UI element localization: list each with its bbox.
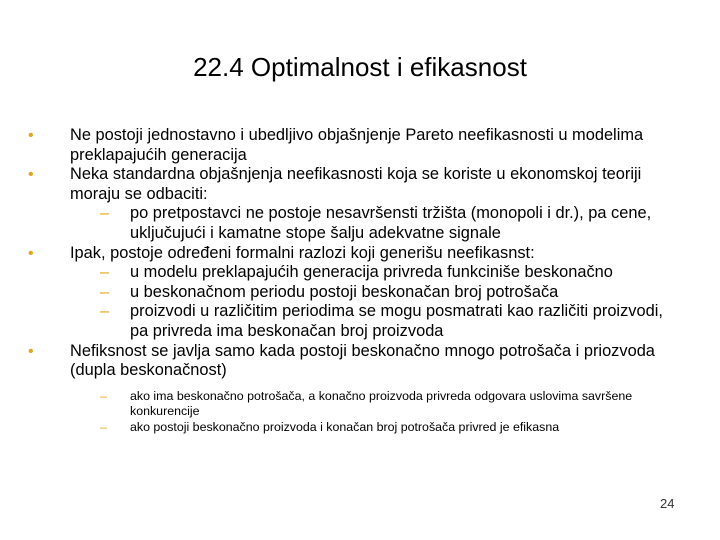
sub-bullet-item: [28, 302, 678, 341]
spacer: [28, 381, 678, 389]
sub-bullet-item: [28, 283, 678, 303]
sub-bullet-text: proizvodi u različitim periodima se mogu posmatrati kao različiti proizvodi, pa privreda ima beskonačan broj proizvoda: [130, 302, 663, 340]
bullet-icon: •: [28, 166, 34, 184]
bullet-item: [28, 165, 678, 204]
bullet-text: Ne postoji jednostavno i ubedljivo objašnjenje Pareto neefikasnosti u modelima preklapajućih generacija: [70, 126, 644, 164]
bullet-item: [28, 244, 678, 264]
bullet-item: [28, 342, 678, 381]
dash-icon: –: [100, 282, 110, 301]
sub-bullet-text: u modelu preklapajućih generacija privreda funkciniše beskonačno: [130, 263, 613, 282]
small-sub-bullet-text: ako postoji beskonačno proizvoda i konačan broj potrošača privred je efikasna: [130, 419, 560, 434]
dash-icon: –: [100, 388, 107, 403]
sub-bullet-text: po pretpostavci ne postoje nesavršensti tržišta (monopoli i dr.), pa cene, uključujući i kamatne stope šalju adekvatne signale: [130, 204, 652, 242]
dash-icon: –: [100, 204, 110, 223]
sub-bullet-item: [28, 263, 678, 283]
bullet-item: [28, 126, 678, 165]
bullet-icon: •: [28, 342, 34, 360]
bullet-text: Neka standardna objašnjenja neefikasnosti koja se koriste u ekonomskoj teoriji moraju se odbaciti:: [70, 165, 642, 203]
slide-title: 22.4 Optimalnost i efikasnost: [193, 52, 527, 82]
small-sub-bullet-text: ako ima beskonačno potrošača, a konačno proizvoda privreda odgovara uslovima savršene konkurencije: [130, 388, 633, 419]
sub-bullet-item: [28, 204, 678, 243]
small-sub-bullet-item: [28, 389, 678, 420]
dash-icon: –: [100, 263, 110, 282]
bullet-text: Ipak, postoje određeni formalni razlozi koji generišu neefikasnst:: [70, 243, 535, 262]
dash-icon: –: [100, 302, 110, 321]
page-number: 24: [660, 496, 675, 511]
slide-content: [28, 126, 678, 436]
bullet-text: Nefiksnost se javlja samo kada postoji beskonačno mnogo potrošača i priozvoda (dupla beskonačnost): [70, 341, 655, 380]
bullet-icon: •: [28, 244, 34, 262]
bullet-icon: •: [28, 127, 34, 144]
small-sub-bullet-item: [28, 420, 678, 436]
dash-icon: –: [100, 419, 107, 434]
sub-bullet-text: u beskonačnom periodu postoji beskonačan broj potrošača: [130, 282, 559, 301]
